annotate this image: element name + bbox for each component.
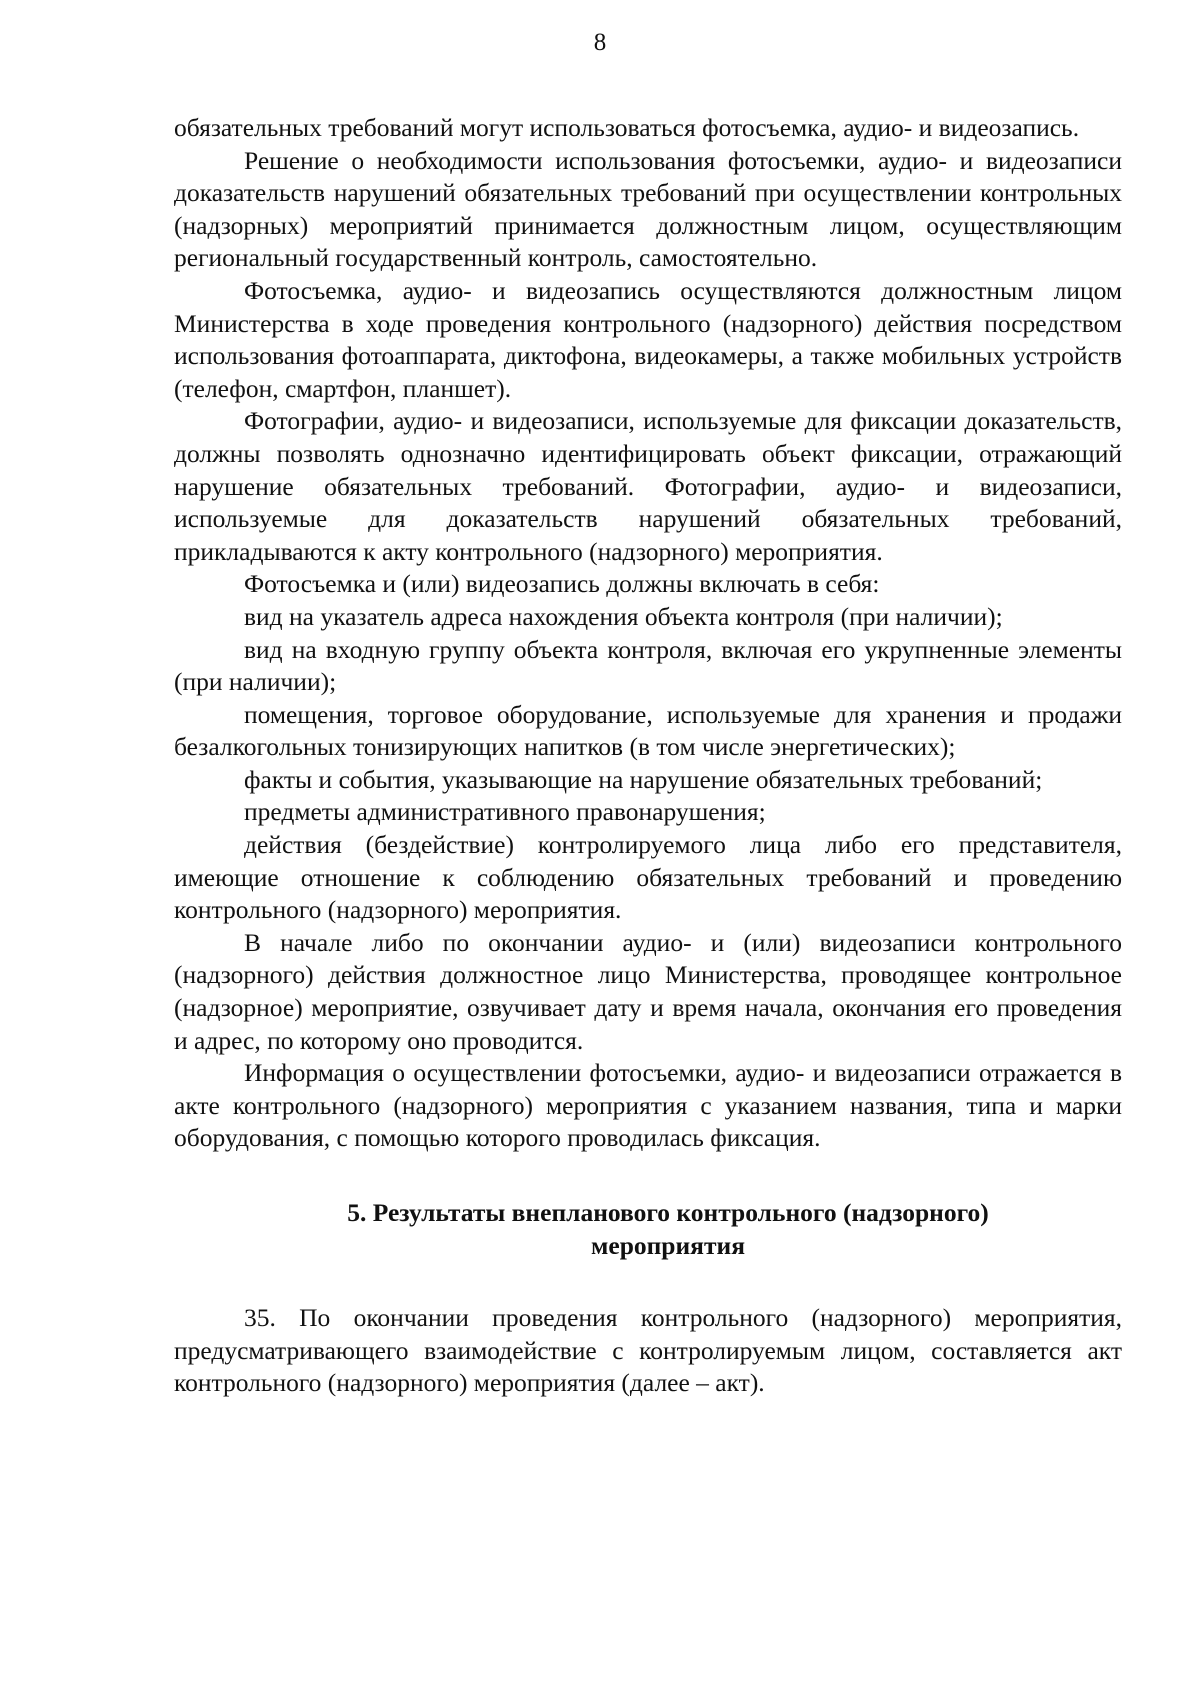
section-heading-line: 5. Результаты внепланового контрольного (надзорного): [347, 1198, 989, 1227]
paragraph: Фотографии, аудио- и видеозаписи, используемые для фиксации доказательств, должны позволять однозначно идентифицировать объект фиксации, отражающий нарушение обязательных требований. Фотографии, аудио- и видеозаписи, используемые для доказательств нарушений обязательных требований, прикладываются к акту контрольного (надзорного) мероприятия.: [174, 406, 1122, 566]
document-body: [174, 112, 1122, 1400]
paragraph: 35. По окончании проведения контрольного (надзорного) мероприятия, предусматривающего взаимодействие с контролируемым лицом, составляется акт контрольного (надзорного) мероприятия (далее – акт).: [174, 1303, 1122, 1398]
list-item: вид на указатель адреса нахождения объекта контроля (при наличии);: [244, 601, 1003, 631]
list-item: помещения, торговое оборудование, используемые для хранения и продажи безалкогольных тонизирующих напитков (в том числе энергетических);: [174, 699, 1122, 762]
list-item: факты и события, указывающие на нарушение обязательных требований;: [244, 764, 1043, 794]
page-number: 8: [593, 29, 607, 56]
list-item: действия (бездействие) контролируемого лица либо его представителя, имеющие отношение к соблюдению обязательных требований и проведению контрольного (надзорного) мероприятия.: [174, 830, 1122, 925]
paragraph: Фотосъемка, аудио- и видеозапись осуществляются должностным лицом Министерства в ходе проведения контрольного (надзорного) действия посредством использования фотоаппарата, диктофона, видеокамеры, а также мобильных устройств (телефон, смартфон, планшет).: [174, 275, 1122, 403]
section-heading-line: мероприятия: [591, 1230, 745, 1260]
paragraph: Решение о необходимости использования фотосъемки, аудио- и видеозаписи доказательств нарушений обязательных требований при осуществлении контрольных (надзорных) мероприятий принимается должностным лицом, осуществляющим региональный государственный контроль, самостоятельно.: [174, 145, 1122, 273]
section-heading: [174, 1197, 1122, 1262]
list-item: вид на входную группу объекта контроля, включая его укрупненные элементы (при наличии);: [174, 634, 1122, 697]
paragraph: Информация о осуществлении фотосъемки, аудио- и видеозаписи отражается в акте контрольного (надзорного) мероприятия с указанием названия, типа и марки оборудования, с помощью которого проводилась фиксация.: [174, 1058, 1122, 1153]
paragraph: обязательных требований могут использоваться фотосъемка, аудио- и видеозапись.: [174, 113, 1080, 142]
paragraph: В начале либо по окончании аудио- и (или) видеозаписи контрольного (надзорного) действия должностное лицо Министерства, проводящее контрольное (надзорное) мероприятие, озвучивает дату и время начала, окончания его проведения и адрес, по которому оно проводится.: [174, 927, 1122, 1055]
paragraph: Фотосъемка и (или) видеозапись должны включать в себя:: [244, 569, 880, 599]
list-item: предметы административного правонарушения;: [244, 797, 766, 827]
